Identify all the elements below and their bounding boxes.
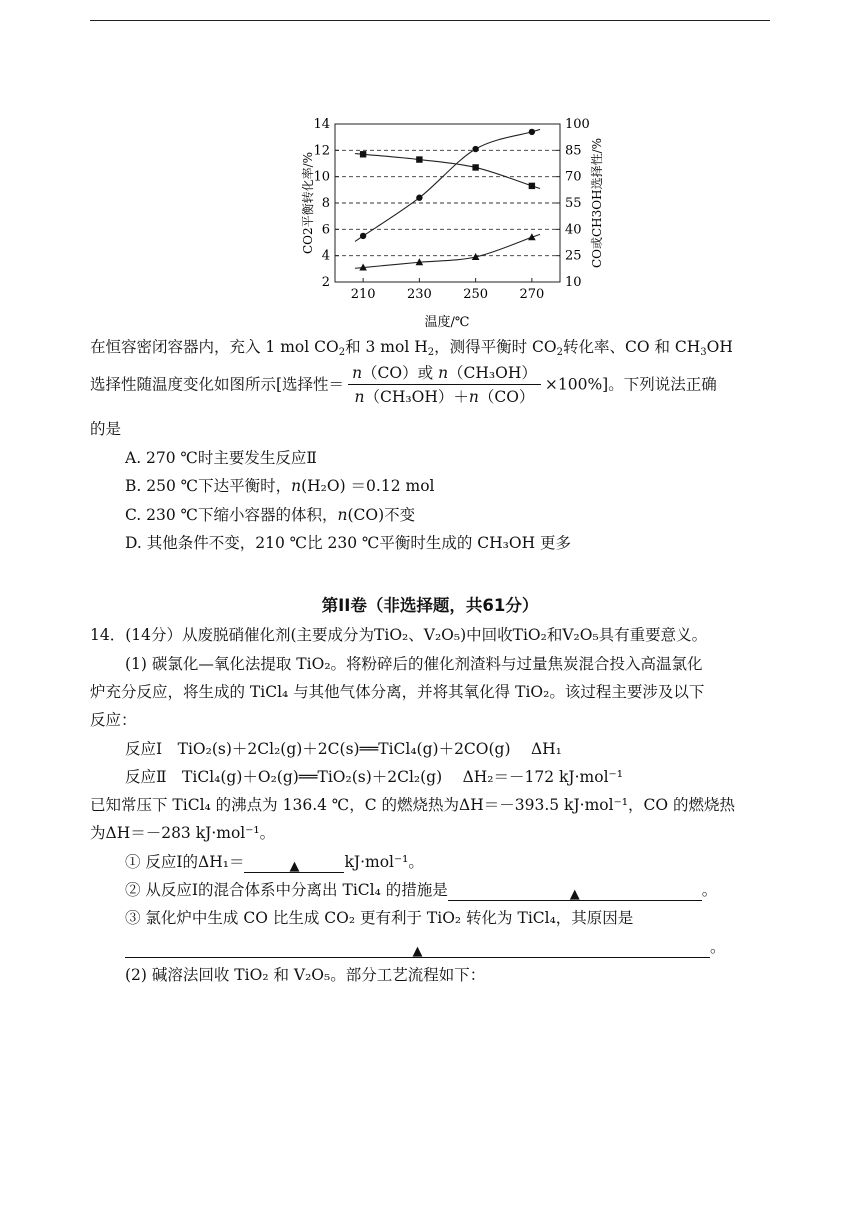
known-data-line2: 为ΔH＝－283 kJ·mol⁻¹。: [90, 824, 276, 842]
x-axis-label: 温度/℃: [424, 315, 470, 330]
reaction-1: 反应Ⅰ TiO₂(s)＋2Cl₂(g)＋2C(s)══TiCl₄(g)＋2CO(g) ΔH₁: [125, 740, 562, 758]
subquestion-3: ③ 氯化炉中生成 CO 比生成 CO₂ 更有利于 TiO₂ 转化为 TiCl₄，其原因是: [125, 909, 634, 927]
point-square: [360, 151, 366, 157]
x-tick-label: 250: [463, 287, 489, 302]
right-tick-label: 70: [565, 169, 582, 185]
left-tick-label: 12: [313, 143, 330, 159]
q13-stem-line3: 的是: [90, 420, 122, 438]
y-axis-left-label: CO2平衡转化率/%: [301, 151, 315, 255]
left-tick-label: 8: [321, 196, 330, 211]
left-tick-label: 14: [313, 117, 330, 132]
point-circle: [529, 129, 535, 135]
point-circle: [472, 146, 478, 152]
subquestion-3-answer: ▲ 。: [125, 936, 770, 958]
subquestion-1: ① 反应Ⅰ的ΔH₁＝ ▲ kJ·mol⁻¹。: [125, 853, 424, 874]
reaction-2: 反应Ⅱ TiCl₄(g)＋O₂(g)══TiO₂(s)＋2Cl₂(g) ΔH₂＝－172 kJ·mol⁻¹: [125, 768, 623, 786]
point-circle: [360, 233, 366, 239]
right-tick-label: 55: [565, 196, 582, 211]
q13-stem-line1: 在恒容密闭容器内，充入 1 mol $CO_2$和 3 mol $H_2$，测得平衡时 $CO_2$转化率、CO 和 $CH_3OH$: [90, 338, 733, 358]
x-tick-label: 210: [350, 287, 376, 302]
q14-part1-line2: 炉充分反应，将生成的 TiCl₄ 与其他气体分离，并将其氧化得 TiO₂。该过程主要涉及以下: [90, 683, 705, 701]
q14-part1-line1: (1) 碳氯化—氧化法提取 TiO₂。将粉碎后的催化剂渣料与过量焦炭混合投入高温氯化: [125, 655, 703, 673]
right-tick-label: 85: [565, 143, 582, 159]
right-tick-label: 40: [565, 222, 582, 238]
q14-part2: (2) 碱溶法回收 TiO₂ 和 V₂O₅。部分工艺流程如下：: [125, 966, 486, 984]
right-tick-label: 100: [565, 117, 590, 132]
left-tick-label: 2: [321, 275, 330, 290]
point-square: [416, 156, 422, 162]
left-tick-label: 4: [321, 248, 330, 264]
y-axis-right-label: CO或CH3OH选择性/%: [590, 137, 604, 269]
chart: [290, 112, 620, 332]
series-line-triangle: [355, 234, 540, 268]
answer-blank-2[interactable]: ▲: [448, 882, 702, 901]
x-tick-label: 270: [519, 287, 545, 302]
left-tick-label: 6: [321, 222, 330, 238]
header-rule: [90, 20, 770, 21]
right-tick-label: 25: [565, 248, 582, 264]
option-c: C. 230 ℃下缩小容器的体积，n(CO)不变: [125, 506, 416, 524]
answer-blank-3[interactable]: ▲: [125, 939, 710, 958]
answer-blank-1[interactable]: ▲: [244, 854, 344, 873]
option-a: A. 270 ℃时主要发生反应Ⅱ: [125, 449, 317, 467]
left-tick-label: 10: [313, 169, 330, 185]
option-b: B. 250 ℃下达平衡时，n(H₂O) ＝0.12 mol: [125, 477, 435, 495]
q13-stem-line2: 选择性随温度变化如图所示[选择性＝ $\frac{\text{n（CO）或 n（CH₃OH）}}{\text{n（CH₃OH）＋n（CO）}}$ ×100%]。下列说法正确: [90, 362, 770, 409]
subquestion-2: ② 从反应Ⅰ的混合体系中分离出 TiCl₄ 的措施是 ▲ 。: [125, 881, 718, 902]
series-line-circle: [355, 129, 540, 241]
point-square: [472, 164, 478, 170]
series-line-square: [355, 154, 540, 189]
x-tick-label: 230: [406, 287, 432, 302]
right-tick-label: 10: [565, 275, 582, 290]
section-title: 第II卷（非选择题，共61分）: [321, 596, 539, 615]
option-d: D. 其他条件不变，210 ℃比 230 ℃平衡时生成的 CH₃OH 更多: [125, 534, 572, 552]
point-circle: [416, 195, 422, 201]
axis-ticks: [313, 117, 589, 302]
known-data-line1: 已知常压下 TiCl₄ 的沸点为 136.4 ℃，C 的燃烧热为ΔH＝－393.5 kJ·mol⁻¹，CO 的燃烧热: [90, 796, 735, 814]
q14-part1-line3: 反应：: [90, 711, 137, 729]
selectivity-fraction: $\frac{\text{n（CO）或 n（CH₃OH）}}{\text{n（CH₃OH）＋n（CO）}}$: [348, 362, 541, 409]
point-square: [529, 183, 535, 189]
q14-heading: 14．(14分）从废脱硝催化剂(主要成分为TiO₂、V₂O₅)中回收TiO₂和V₂O₅具有重要意义。: [90, 626, 708, 644]
